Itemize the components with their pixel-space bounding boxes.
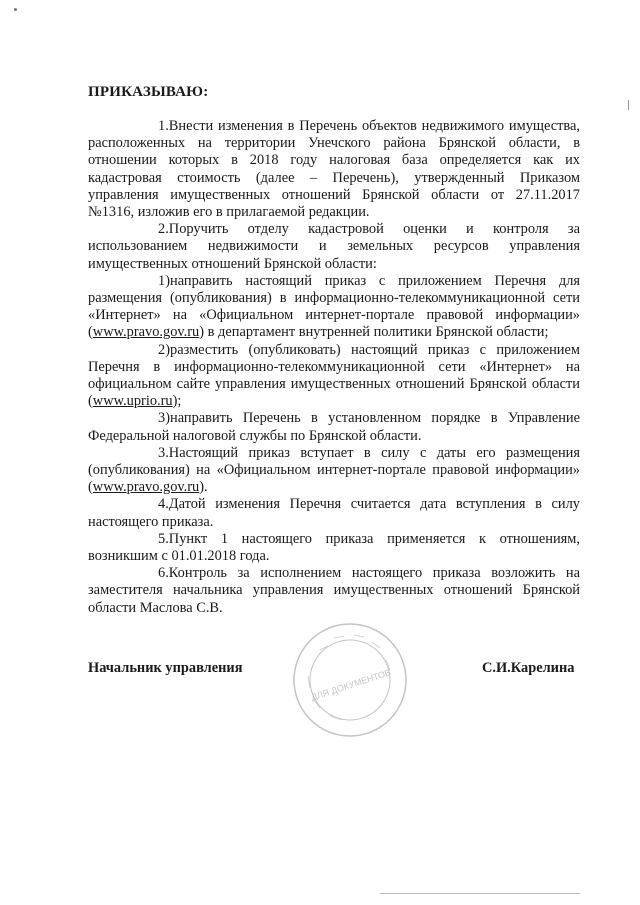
order-heading: ПРИКАЗЫВАЮ: (88, 84, 209, 100)
signatory-name: С.И.Карелина (482, 660, 575, 676)
paragraph-2: 2.Поручить отделу кадастровой оценки и контроля за использованием недвижимости и земельных ресурсов управления имущественных отношений Брянской области: (88, 221, 580, 272)
paragraph-3: 3.Настоящий приказ вступает в силу с даты его размещения (опубликования) на «Официальном интернет-портале правовой информации» (www.pravo.gov.ru). (88, 444, 580, 496)
stamp-text: ДЛЯ ДОКУМЕНТОВ (309, 667, 393, 703)
subparagraph-1: 1)направить настоящий приказ с приложением Перечня для размещения (опубликования) в информационно-телекоммуникационной сети «Интернет» на «Официальном интернет-портале правовой информации» (www.pravo.gov.ru) в департамент внутренней политики Брянской области; (88, 272, 580, 341)
pravo-link-2[interactable]: www.pravo.gov.ru (92, 479, 200, 496)
paragraph-5: 5.Пункт 1 настоящего приказа применяется к отношениям, возникшим с 01.01.2018 года. (88, 530, 580, 565)
pravo-link[interactable]: www.pravo.gov.ru (92, 324, 200, 341)
round-stamp-icon (290, 620, 410, 740)
order-body (88, 118, 580, 617)
signatory-position: Начальник управления (88, 660, 243, 676)
scan-speck (14, 8, 17, 11)
subparagraph-3: 3)направить Перечень в установленном порядке в Управление Федеральной налоговой службы по Брянской области. (88, 410, 580, 444)
scan-mark (628, 100, 629, 110)
paragraph-6: 6.Контроль за исполнением настоящего приказа возложить на заместителя начальника управления имущественных отношений Брянской области Маслова С.В. (88, 565, 580, 616)
paragraph-4: 4.Датой изменения Перечня считается дата вступления в силу настоящего приказа. (88, 496, 580, 530)
subparagraph-2: 2)разместить (опубликовать) настоящий приказ с приложением Перечня в информационно-телекоммуникационной сети «Интернет» на официальном сайте управления имущественных отношений Брянской области (www.uprio.ru); (88, 341, 580, 410)
scan-bottom-line (380, 893, 580, 894)
paragraph-1: 1.Внести изменения в Перечень объектов недвижимого имущества, расположенных на территории Унечского района Брянской области, в отношении которых в 2018 году налоговая база определяется как их кадастровая стоимость (далее – Перечень), утвержденный Приказом управления имущественных отношений Брянской области от 27.11.2017 №1316, изложив его в прилагаемой редакции. (88, 118, 580, 221)
uprio-link[interactable]: www.uprio.ru (92, 393, 173, 410)
